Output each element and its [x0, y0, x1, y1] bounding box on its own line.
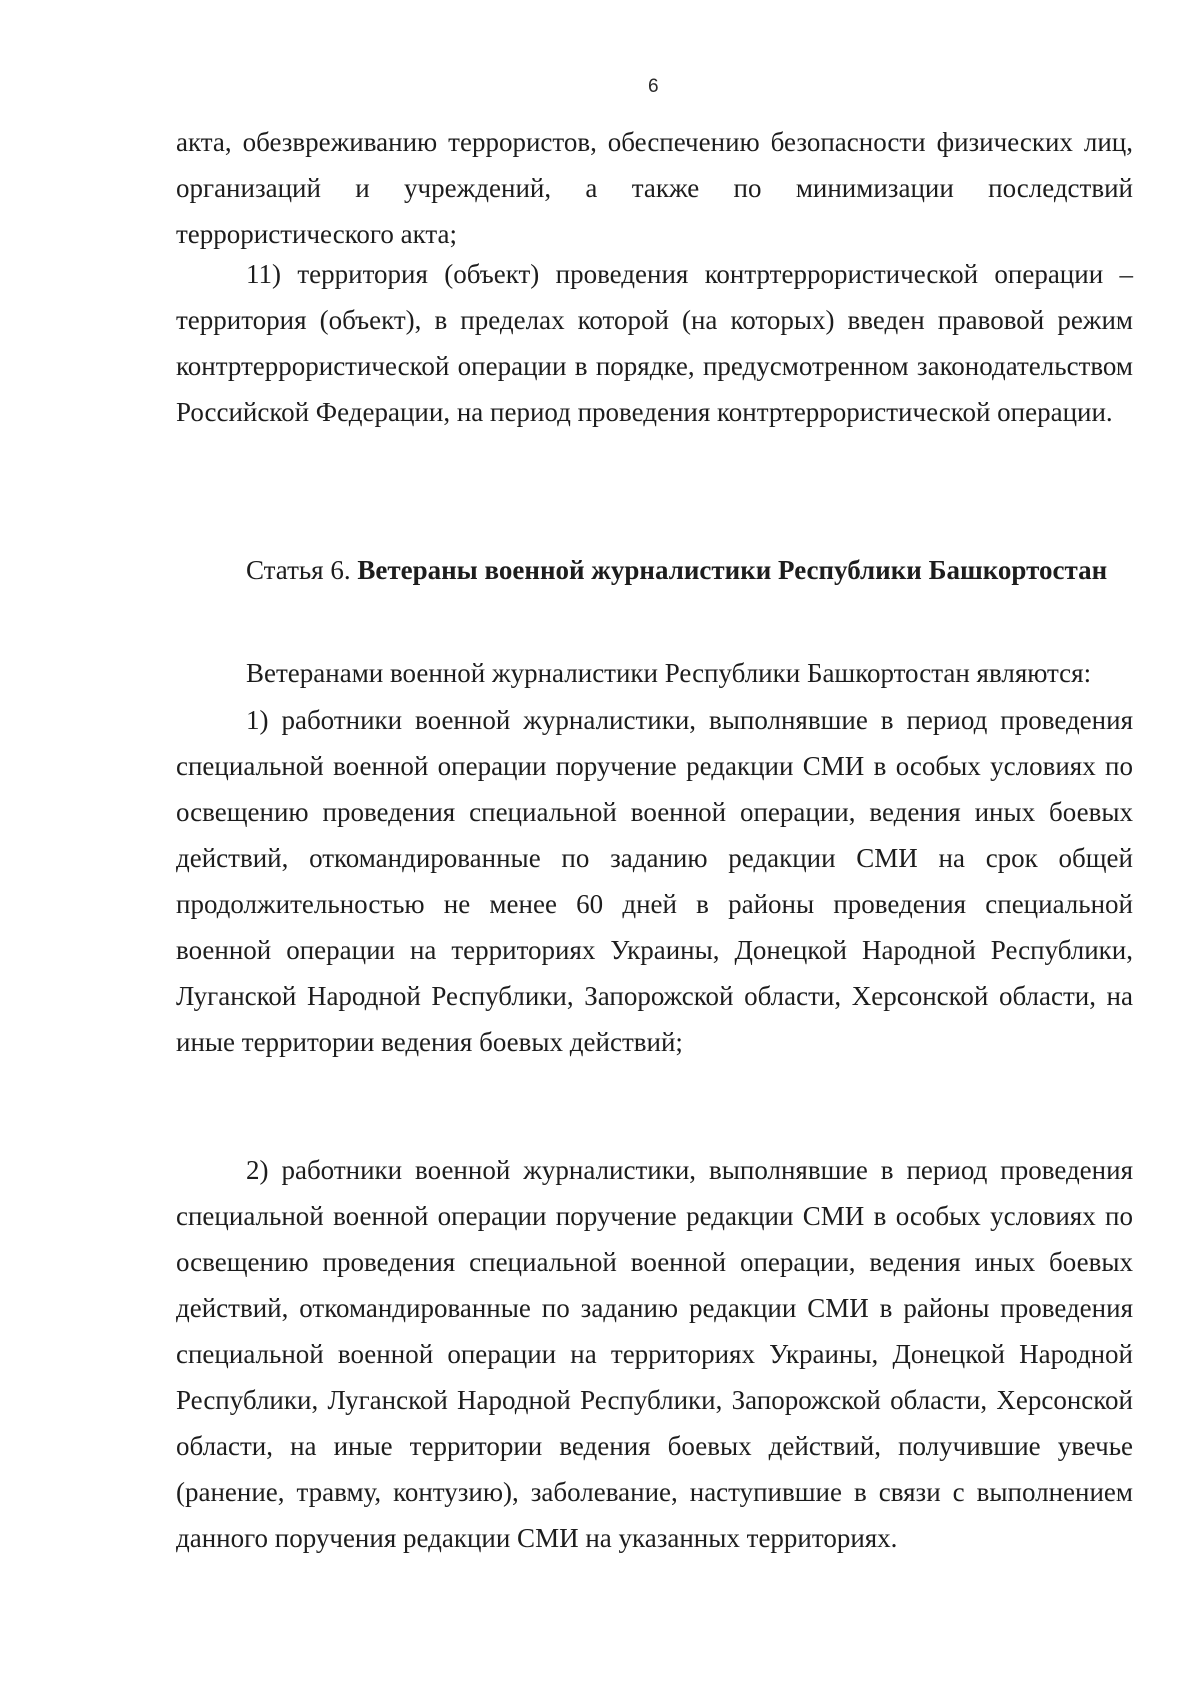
page-number: 6 [648, 76, 659, 97]
article-label: Статья 6. [246, 555, 351, 585]
paragraph-item-11: 11) территория (объект) проведения контртеррористической операции – территория (объект), в пределах которой (на которых) введен правовой режим контртеррористической операции в порядке, предусмотренном законодательством Российской Федерации, на период проведения контртеррористической операции. [176, 259, 1133, 427]
article-heading [176, 553, 1133, 587]
paragraph-item-1: 1) работники военной журналистики, выполнявшие в период проведения специальной военной операции поручение редакции СМИ в особых условиях по освещению проведения специальной военной операции, ведения иных боевых действий, откомандированные по заданию редакции СМИ на срок общей продолжительностью не менее 60 дней в районы проведения специальной военной операции на территориях Украины, Донецкой Народной Республики, Луганской Народной Республики, Запорожской области, Херсонской области, на иные территории ведения боевых действий; [176, 705, 1133, 1057]
article-title: Ветераны военной журналистики Республики Башкортостан [357, 555, 1108, 585]
paragraph-item-2: 2) работники военной журналистики, выполнявшие в период проведения специальной военной операции поручение редакции СМИ в особых условиях по освещению проведения специальной военной операции, ведения иных боевых действий, откомандированные по заданию редакции СМИ в районы проведения специальной военной операции на территориях Украины, Донецкой Народной Республики, Луганской Народной Республики, Запорожской области, Херсонской области, на иные территории ведения боевых действий, получившие увечье (ранение, травму, контузию), заболевание, наступившие в связи с выполнением данного поручения редакции СМИ на указанных территориях. [176, 1155, 1133, 1553]
paragraph-intro: Ветеранами военной журналистики Республики Башкортостан являются: [246, 658, 1092, 688]
paragraph-continuation: акта, обезвреживанию террористов, обеспечению безопасности физических лиц, организаций и учреждений, а также по минимизации последствий террористического акта; [176, 127, 1133, 249]
